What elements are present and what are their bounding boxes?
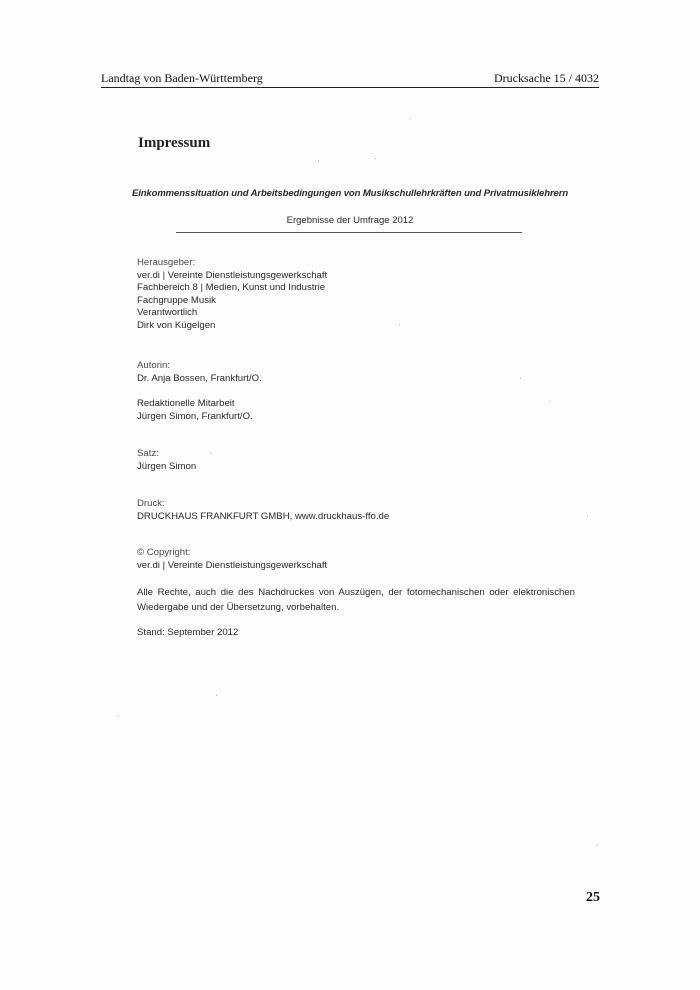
header-divider: [101, 87, 599, 88]
print-block: [137, 498, 389, 523]
survey-results-line: Ergebnisse der Umfrage 2012: [286, 215, 414, 226]
print-label: Druck:: [137, 498, 165, 509]
publisher-label: Herausgeber:: [137, 257, 196, 268]
publisher-line: Verantwortlich: [137, 307, 198, 319]
header-parliament-name: Landtag von Baden-Württemberg: [101, 71, 263, 85]
status-date: Stand: September 2012: [137, 627, 239, 638]
scan-speck: [210, 453, 211, 454]
scan-speck: [318, 160, 319, 161]
header-document-number: Drucksache 15 / 4032: [494, 71, 599, 85]
status-block: [137, 627, 238, 640]
publisher-line: ver.di | Vereinte Dienstleistungsgewerkschaft: [137, 269, 328, 281]
typesetting-name: Jürgen Simon: [137, 460, 197, 472]
copyright-label: © Copyright:: [137, 547, 191, 558]
editorial-label: Redaktionelle Mitarbeit: [137, 398, 235, 409]
typesetting-label: Satz:: [137, 448, 159, 459]
rights-statement: Alle Rechte, auch die des Nachdruckes von Auszügen, der fotomechanischen oder elektronischen Wiedergabe und der Übersetzung, vorbehalten.: [137, 587, 575, 613]
copyright-block: [137, 547, 327, 572]
page-number: 25: [586, 890, 600, 905]
scan-speck: [520, 378, 521, 379]
scan-speck: [410, 118, 411, 119]
scan-speck: [597, 845, 598, 846]
author-name: Dr. Anja Bossen, Frankfurt/O.: [137, 372, 262, 384]
publisher-line: Dirk von Kügelgen: [137, 319, 216, 331]
scan-speck: [216, 695, 217, 696]
page-header: [101, 71, 599, 88]
typesetting-block: [137, 448, 196, 473]
author-block: [137, 360, 262, 385]
page-title: Impressum: [138, 135, 211, 151]
scan-speck: [399, 324, 400, 325]
print-name: DRUCKHAUS FRANKFURT GMBH, www.druckhaus-ffo.de: [137, 510, 390, 522]
scan-speck: [587, 515, 588, 516]
scan-speck: [549, 401, 550, 402]
editorial-name: Jürgen Simon, Frankfurt/O.: [137, 410, 253, 422]
scan-speck: [118, 715, 119, 716]
publication-subtitle: Einkommenssituation und Arbeitsbedingungen von Musikschullehrkräften und Privatmusiklehrern: [131, 188, 569, 199]
author-label: Autorin:: [137, 360, 171, 371]
scan-speck: [375, 158, 376, 159]
editorial-block: [137, 398, 253, 423]
publisher-line: Fachbereich 8 | Medien, Kunst und Industrie: [137, 282, 326, 294]
copyright-holder: ver.di | Vereinte Dienstleistungsgewerkschaft: [137, 559, 328, 571]
publisher-line: Fachgruppe Musik: [137, 294, 216, 306]
subtitle-divider: [176, 232, 522, 233]
publisher-block: [137, 257, 327, 333]
